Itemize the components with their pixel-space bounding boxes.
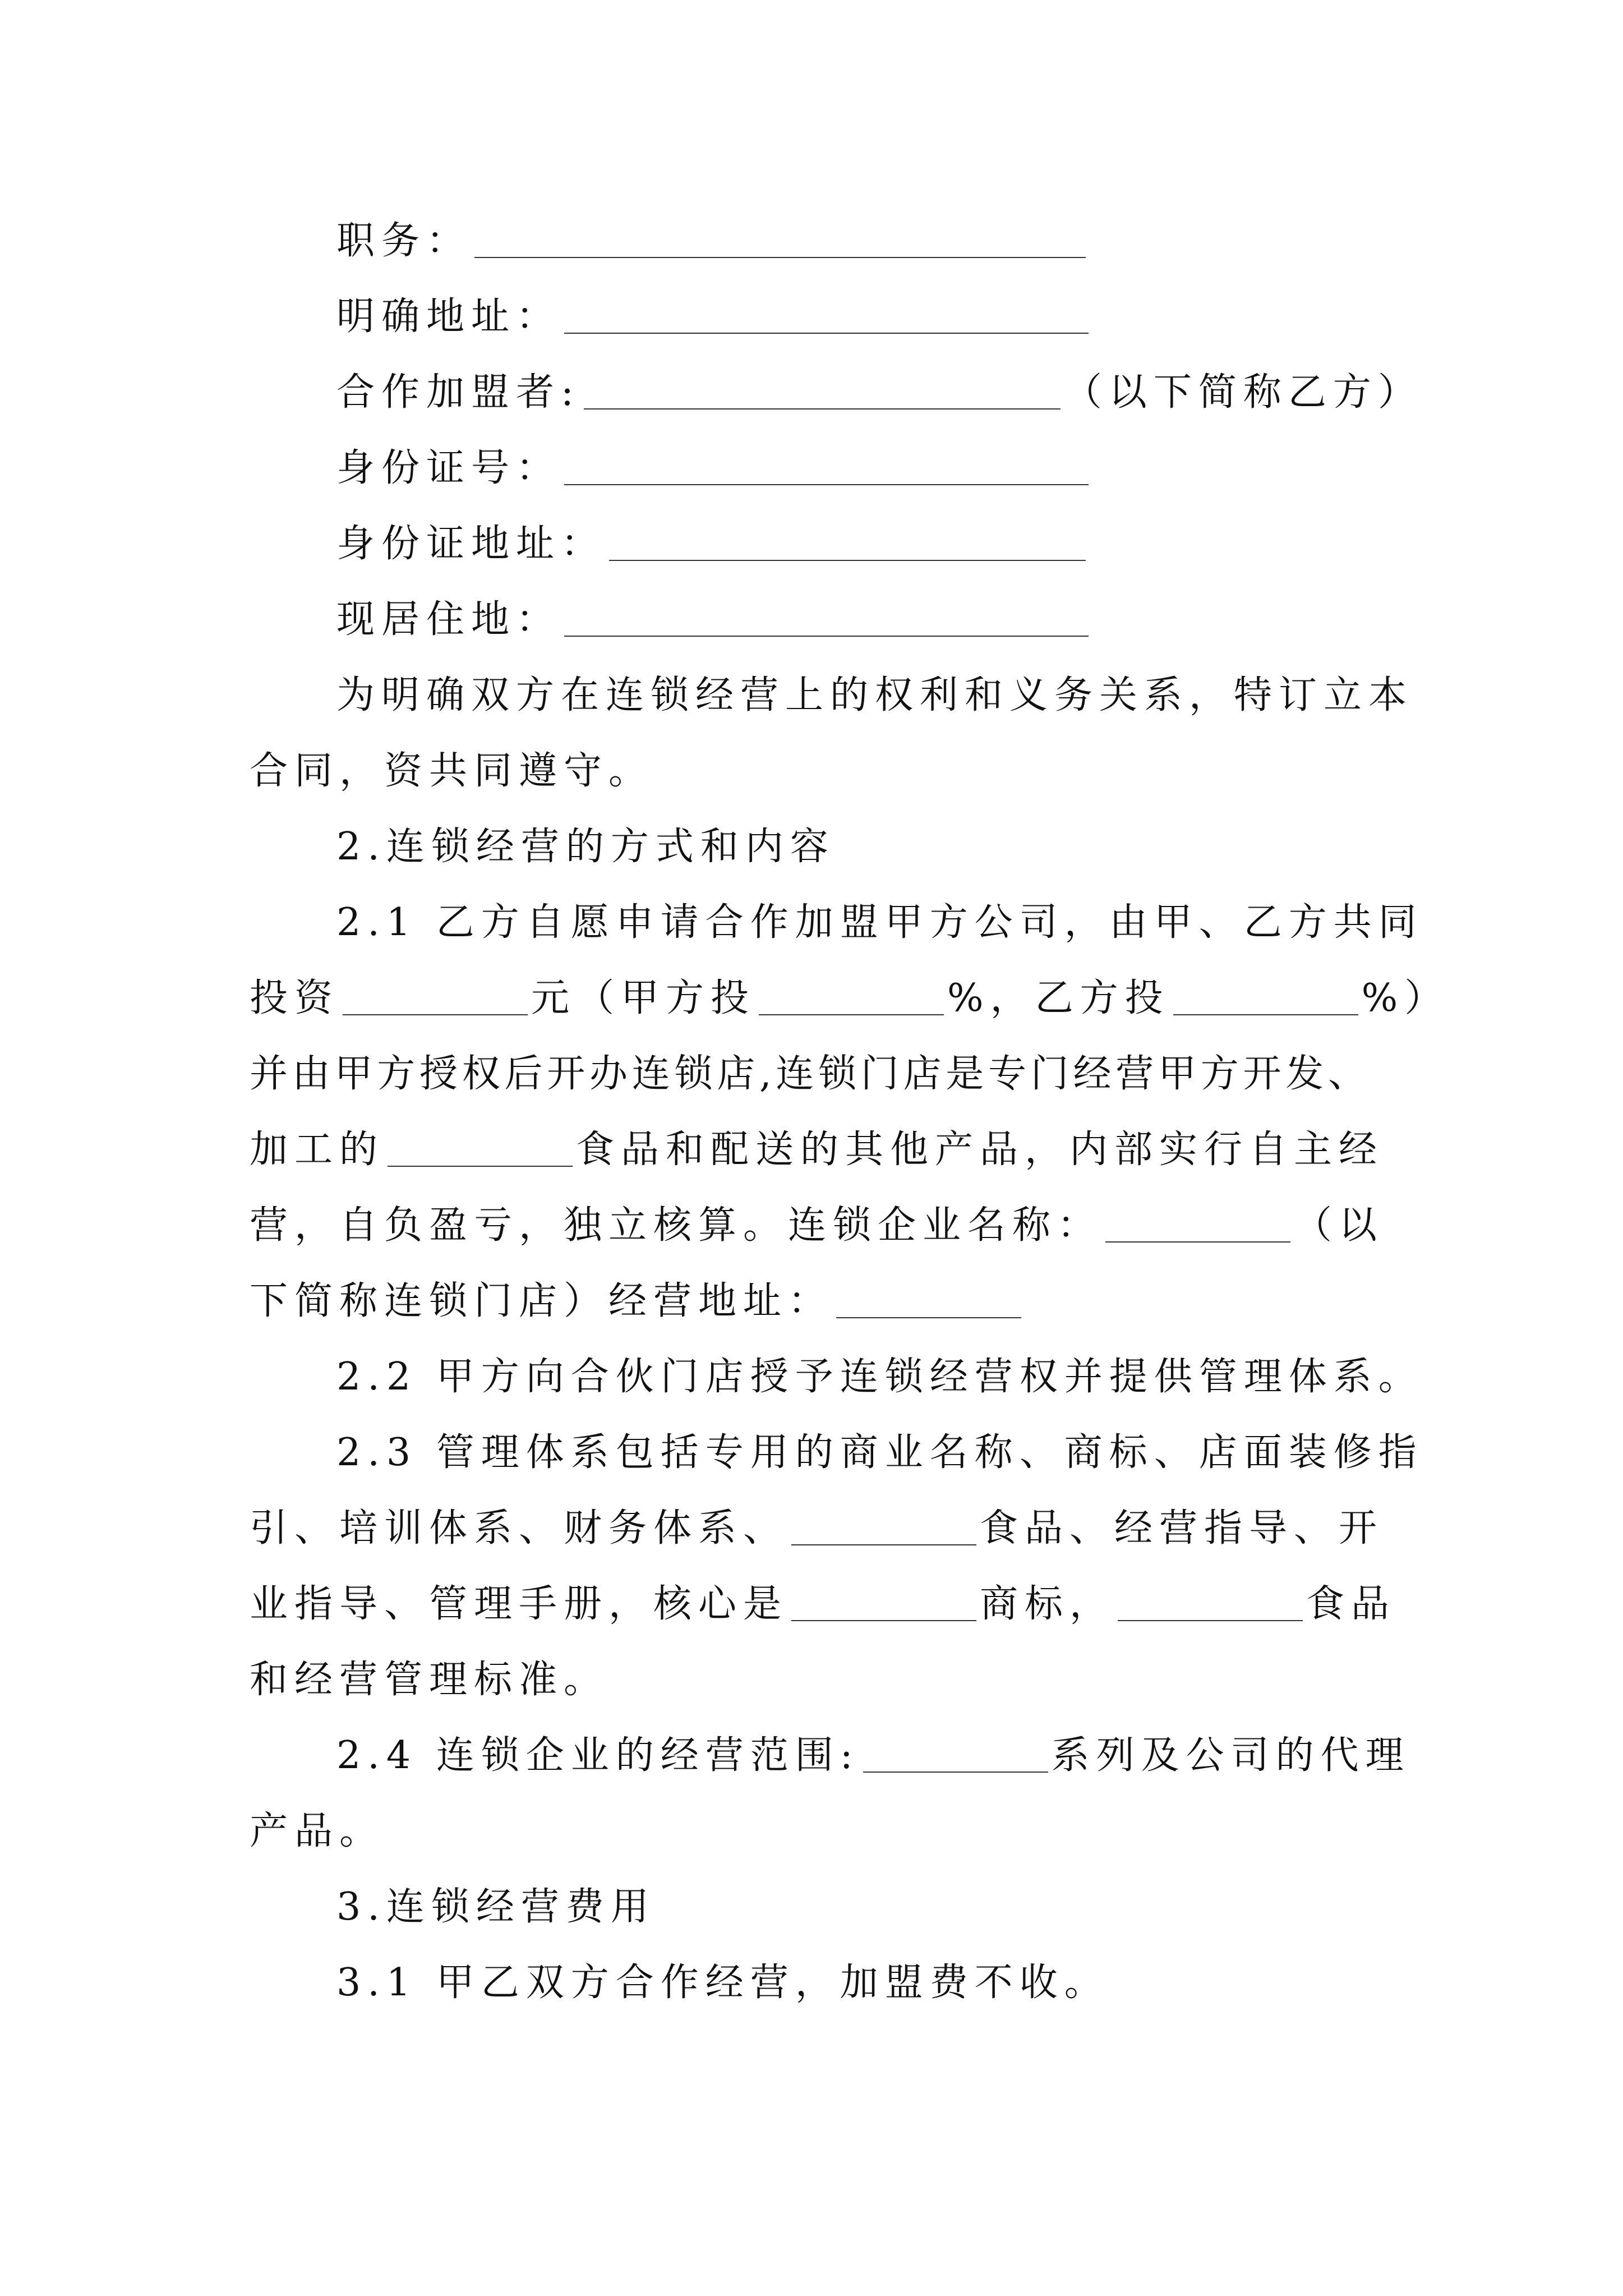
clause-2-4-line-2: 产品。 [250,1809,385,1853]
fill-blank[interactable] [388,1126,573,1167]
clause-2-1-line-5 [250,1192,1384,1259]
intro-line-2: 合同，资共同遵守。 [250,749,654,793]
text: 引、培训体系、财务体系、 [250,1506,789,1550]
clause-2-1-line-4 [250,1116,1384,1184]
text: 系列及公司的代理 [1051,1733,1410,1778]
clause-2-3-line-3 [250,1571,1396,1638]
clause-2-1-line-1: 2.1 乙方自愿申请合作加盟甲方公司，由甲、乙方共同 [336,900,1423,945]
fill-blank[interactable] [791,1505,976,1545]
fill-blank[interactable] [791,1581,976,1621]
fill-blank[interactable] [564,293,1089,334]
fill-blank[interactable] [863,1732,1048,1773]
text: 2.4 连锁企业的经营范围: [336,1733,860,1778]
fill-blank[interactable] [343,975,528,1015]
clause-2-3-line-2 [250,1495,1384,1562]
text: 食品 [1306,1582,1396,1626]
clause-2-3-line-1: 2.3 管理体系包括专用的商业名称、商标、店面装修指 [336,1430,1423,1475]
clause-2-2: 2.2 甲方向合伙门店授予连锁经营权并提供管理体系。 [336,1355,1423,1399]
field-label: 职务： [336,219,472,263]
field-label: 明确地址： [336,295,561,339]
field-address [336,283,1092,351]
text: 下简称连锁门店）经营地址： [250,1279,833,1323]
field-franchisee [336,359,1423,426]
field-id-address [336,510,1089,578]
fill-blank[interactable] [564,596,1089,637]
text: 食品、经营指导、开 [980,1506,1384,1550]
clause-2-1-line-6 [250,1268,1025,1335]
fill-blank[interactable] [759,975,944,1015]
fill-blank[interactable] [609,521,1086,561]
field-residence [336,586,1092,654]
fill-blank[interactable] [564,445,1089,485]
text: 业指导、管理手册，核心是 [250,1582,789,1626]
section-3-heading: 3.连锁经营费用 [336,1885,656,1929]
text: 食品和配送的其他产品，内部实行自主经 [576,1128,1384,1172]
clause-2-3-line-4: 和经营管理标准。 [250,1658,609,1702]
fill-blank[interactable] [584,369,1061,409]
fill-blank[interactable] [836,1278,1021,1318]
field-label: 身份证地址： [336,522,606,566]
text: 元（甲方投 [531,976,756,1020]
fill-blank[interactable] [1118,1581,1303,1621]
field-id-number [336,435,1092,502]
text: 加工的 [250,1128,385,1172]
text: 投资 [250,976,340,1020]
intro-line-1: 为明确双方在连锁经营上的权利和义务关系，特订立本 [336,673,1414,717]
fill-blank[interactable] [1105,1202,1290,1243]
section-2-heading: 2.连锁经营的方式和内容 [336,825,835,869]
fill-blank[interactable] [1173,975,1358,1015]
text: （以 [1294,1203,1384,1248]
field-label: 合作加盟者: [336,370,580,415]
clause-2-4-line-1 [336,1722,1410,1789]
clause-2-1-line-2 [250,965,1449,1032]
clause-2-1-line-3: 并由甲方授权后开办连锁店,连锁门店是专门经营甲方开发、 [250,1052,1368,1096]
field-position [336,208,1089,275]
text: %） [1361,976,1450,1020]
text: 营，自负盈亏，独立核算。连锁企业名称： [250,1203,1103,1248]
fill-blank[interactable] [474,218,1086,258]
clause-3-1: 3.1 甲乙双方合作经营，加盟费不收。 [336,1961,1109,2005]
field-label: 现居住地： [336,597,561,642]
text: 商标， [980,1582,1115,1626]
field-label: 身份证号： [336,446,561,490]
field-suffix: （以下简称乙方） [1063,370,1423,415]
text: %，乙方投 [947,976,1170,1020]
